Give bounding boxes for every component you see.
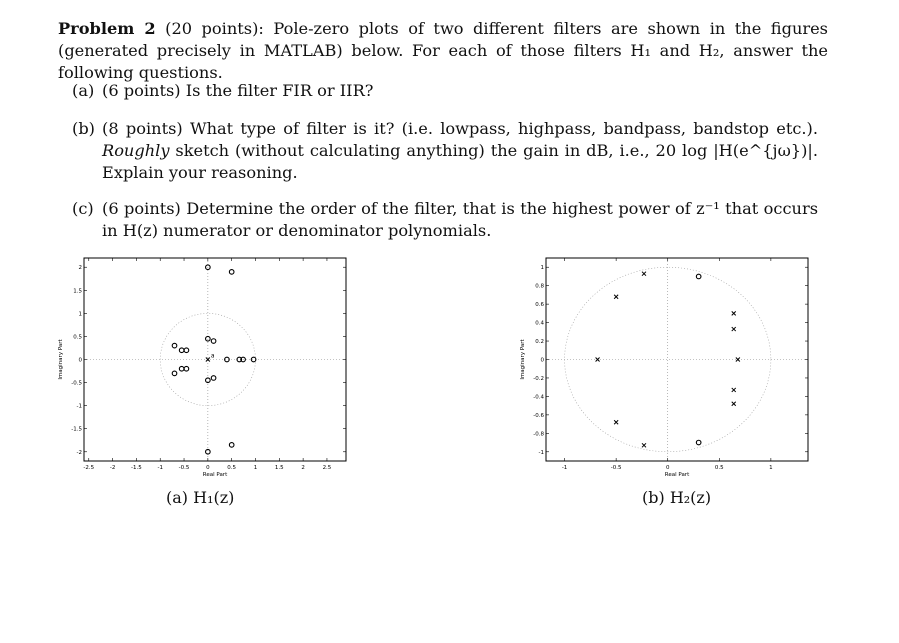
question-b-emphasis: Roughly: [102, 141, 170, 160]
h1-ytick-label: -2: [76, 449, 82, 456]
h1-ylabel: Imaginary Part: [58, 339, 64, 380]
h1-plot-group: [58, 258, 346, 478]
question-c-label: (c): [72, 199, 94, 218]
h2-ytick-label: -1: [538, 449, 544, 456]
figure-a-caption: (a) H₁(z): [166, 488, 235, 507]
h2-zero-marker: [696, 440, 701, 445]
h1-ytick-label: 1: [78, 311, 82, 318]
h2-ytick-label: -0.4: [533, 394, 544, 401]
question-a-text: (6 points) Is the filter FIR or IIR?: [102, 81, 374, 100]
h1-zero-marker: [179, 348, 184, 353]
h1-xtick-label: 1: [253, 465, 258, 471]
h1-zero-marker: [229, 443, 234, 448]
h1-xtick-label: 0.5: [227, 465, 237, 471]
h2-xtick-label: 1: [769, 465, 773, 471]
h2-ytick-label: -0.2: [533, 375, 544, 382]
h1-zero-marker: [179, 366, 184, 371]
h1-xtick-label: 0: [206, 465, 210, 471]
h1-zero-marker: [229, 270, 234, 275]
h1-xtick-label: 1.5: [274, 465, 284, 471]
h1-xtick-label: 2: [301, 465, 305, 471]
h1-ytick-label: -1: [76, 403, 82, 410]
h1-zero-marker: [211, 376, 216, 381]
h2-xtick-label: 0: [665, 465, 670, 471]
h1-zero-marker: [211, 339, 216, 344]
h2-ytick-label: 1: [540, 265, 544, 272]
h2-ytick-label: 0.2: [535, 339, 544, 346]
h1-ytick-label: 0: [78, 357, 82, 364]
h1-ytick-label: 2: [78, 265, 82, 272]
h1-ytick-label: -0.5: [71, 380, 82, 387]
problem-intro: [58, 18, 828, 84]
question-c-text: (6 points) Determine the order of the filter, that is the highest power of z⁻¹ that occurs in H(z) numerator or denominator polynomials.: [102, 199, 818, 240]
question-b-text-rest: sketch (without calculating anything) the gain in dB, i.e., 20 log |H(e^{jω})|. Explain your reasoning.: [102, 141, 818, 182]
h2-plot-group: [520, 258, 808, 478]
question-b-label: (b): [72, 119, 95, 138]
problem-intro-text: : Pole-zero plots of two different filters are shown in the figures (generated precisely in MATLAB) below. For each of those filters H₁ and H₂, answer the following questions.: [58, 19, 828, 82]
h2-zero-marker: [696, 274, 701, 279]
h2-ytick-label: 0: [540, 357, 544, 364]
h1-xtick-label: -1.5: [131, 465, 142, 471]
h1-xtick-label: 2.5: [322, 465, 332, 471]
h1-pole-multiplicity-label: a: [210, 352, 215, 360]
problem-points: (20 points): [165, 19, 259, 38]
h2-xtick-label: 0.5: [714, 465, 724, 471]
h1-ytick-label: 1.5: [73, 288, 82, 295]
h1-xtick-label: -2.5: [83, 465, 95, 471]
question-b-body: [102, 118, 818, 184]
pole-zero-plot-h2: [516, 250, 818, 486]
problem-label: Problem 2: [58, 19, 156, 38]
h1-xtick-label: -2: [109, 465, 116, 471]
question-a-label: (a): [72, 81, 95, 100]
h1-zero-marker: [172, 343, 177, 348]
h2-ytick-label: 0.8: [535, 283, 544, 290]
h1-ytick-label: -1.5: [71, 426, 82, 433]
h1-xtick-label: -1: [157, 465, 163, 471]
figure-b-caption: (b) H₂(z): [642, 488, 712, 507]
h2-xtick-label: -1: [561, 465, 568, 471]
h2-ytick-label: -0.8: [533, 431, 544, 438]
h1-zero-marker: [172, 371, 177, 376]
question-a: [72, 80, 818, 102]
h1-zero-marker: [206, 336, 211, 341]
h1-zero-marker: [184, 366, 189, 371]
question-c: [72, 198, 818, 242]
pole-zero-plot-h1: [26, 250, 356, 486]
h2-ylabel: Imaginary Part: [520, 339, 526, 380]
h2-xlabel: Real Part: [664, 472, 690, 478]
h1-xtick-label: -0.5: [178, 465, 190, 471]
question-b: [72, 118, 818, 184]
h1-zero-marker: [184, 348, 189, 353]
question-b-text: (8 points) What type of filter is it? (i.e. lowpass, highpass, bandpass, bandstop etc.).: [102, 119, 818, 138]
h2-ytick-label: 0.4: [535, 320, 544, 327]
h1-ytick-label: 0.5: [73, 334, 82, 341]
h1-xlabel: Real Part: [202, 472, 228, 478]
h2-xtick-label: -0.5: [610, 465, 622, 471]
h2-ytick-label: 0.6: [535, 302, 544, 309]
h2-ytick-label: -0.6: [533, 412, 544, 419]
